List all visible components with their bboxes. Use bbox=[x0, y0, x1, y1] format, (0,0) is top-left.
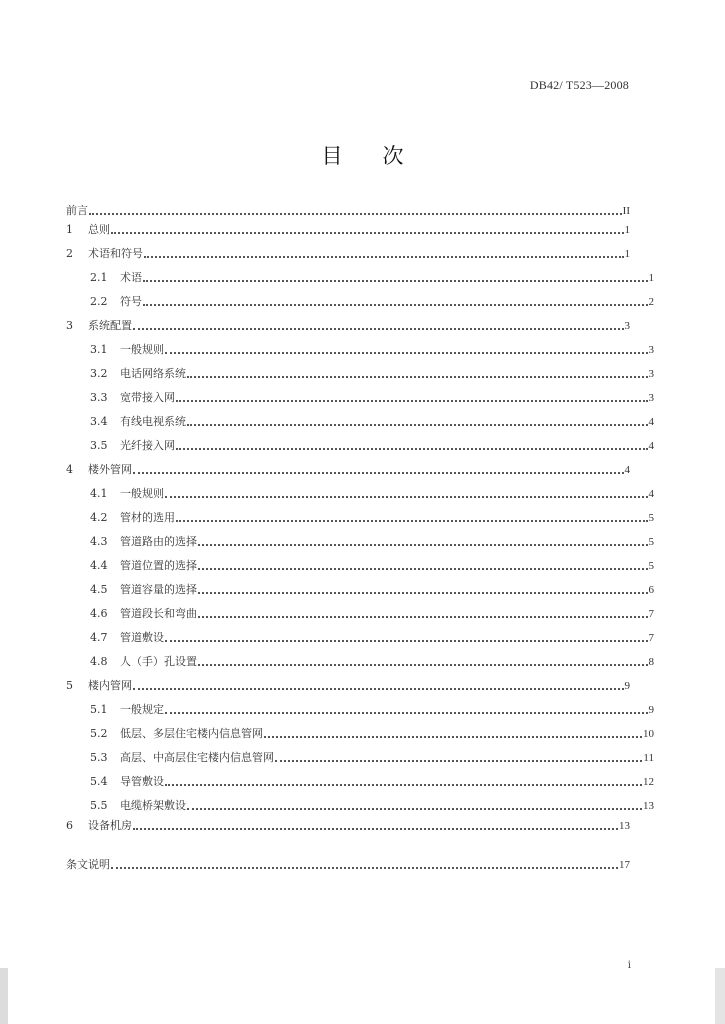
toc-entry-page: 3 bbox=[648, 368, 654, 380]
leader-dots bbox=[143, 303, 648, 306]
toc-entry[interactable] bbox=[66, 582, 654, 598]
toc-entry-page: 9 bbox=[624, 680, 630, 692]
toc-entry-label: 管道敷设 bbox=[120, 631, 164, 644]
leader-dots bbox=[275, 759, 642, 762]
leader-dots bbox=[187, 807, 642, 810]
leader-dots bbox=[176, 519, 648, 522]
toc-entry-number: 2.2 bbox=[90, 295, 108, 308]
toc-entry[interactable] bbox=[66, 654, 654, 670]
toc-entry-label: 楼外管网 bbox=[88, 463, 132, 476]
toc-entry[interactable] bbox=[66, 726, 654, 742]
leader-dots bbox=[165, 639, 648, 642]
toc-entry[interactable] bbox=[66, 702, 654, 718]
toc-entry-label: 低层、多层住宅楼内信息管网 bbox=[120, 727, 263, 740]
leader-dots bbox=[89, 212, 622, 215]
toc-entry-page: 17 bbox=[619, 859, 630, 871]
toc-entry-page: 5 bbox=[648, 560, 654, 572]
toc-entry-page: 13 bbox=[619, 820, 630, 832]
toc-entry-page: II bbox=[622, 205, 630, 217]
toc-entry-number: 3.5 bbox=[90, 439, 108, 452]
leader-dots bbox=[111, 866, 618, 869]
toc-entry-label: 人（手）孔设置 bbox=[120, 655, 197, 668]
toc-entry-number: 6 bbox=[66, 819, 73, 832]
toc-entry-number: 1 bbox=[66, 223, 73, 236]
leader-dots bbox=[198, 591, 648, 594]
toc-entry-number: 3.4 bbox=[90, 415, 108, 428]
toc-entry-number: 4.4 bbox=[90, 559, 108, 572]
standard-code: DB42/ T523—2008 bbox=[529, 78, 629, 92]
toc-entry[interactable] bbox=[66, 414, 654, 430]
scan-edge-right bbox=[715, 968, 725, 1024]
leader-dots bbox=[176, 399, 648, 402]
toc-entry-label: 系统配置 bbox=[88, 319, 132, 332]
leader-dots bbox=[165, 495, 648, 498]
toc-entry-number: 4.1 bbox=[90, 487, 108, 500]
toc-entry[interactable] bbox=[66, 678, 630, 694]
toc-entry-number: 4.8 bbox=[90, 655, 108, 668]
leader-dots bbox=[187, 375, 648, 378]
toc-entry-number: 2 bbox=[66, 247, 73, 260]
leader-dots bbox=[144, 255, 624, 258]
toc-entry-number: 4.6 bbox=[90, 607, 108, 620]
toc-entry-label: 一般规则 bbox=[120, 343, 164, 356]
leader-dots bbox=[143, 279, 648, 282]
toc-entry-number: 5.1 bbox=[90, 703, 108, 716]
toc-entry-page: 7 bbox=[648, 632, 654, 644]
leader-dots bbox=[111, 231, 624, 234]
toc-entry-label: 管道位置的选择 bbox=[120, 559, 197, 572]
toc-entry-label: 管道段长和弯曲 bbox=[120, 607, 197, 620]
leader-dots bbox=[187, 423, 648, 426]
toc-entry-label: 管材的选用 bbox=[120, 511, 175, 524]
toc-entry-label: 电缆桥架敷设 bbox=[120, 799, 186, 812]
toc-entry-clause-notes[interactable] bbox=[66, 857, 630, 873]
toc-entry[interactable] bbox=[66, 222, 630, 238]
toc-entry-number: 4.5 bbox=[90, 583, 108, 596]
leader-dots bbox=[176, 447, 648, 450]
leader-dots bbox=[133, 827, 618, 830]
toc-entry-foreword[interactable] bbox=[66, 203, 630, 219]
toc-entry[interactable] bbox=[66, 270, 654, 286]
toc-entry[interactable] bbox=[66, 818, 630, 834]
leader-dots bbox=[133, 471, 624, 474]
toc-entry-number: 2.1 bbox=[90, 271, 108, 284]
toc-entry[interactable] bbox=[66, 630, 654, 646]
toc-entry[interactable] bbox=[66, 390, 654, 406]
toc-entry[interactable] bbox=[66, 318, 630, 334]
toc-entry-label: 条文说明 bbox=[66, 858, 110, 871]
toc-entry-label: 楼内管网 bbox=[88, 679, 132, 692]
toc-entry[interactable] bbox=[66, 750, 654, 766]
toc-entry-number: 3.2 bbox=[90, 367, 108, 380]
toc-entry-label: 导管敷设 bbox=[120, 775, 164, 788]
toc-entry-page: 11 bbox=[643, 752, 654, 764]
toc-entry-label: 管道容量的选择 bbox=[120, 583, 197, 596]
toc-entry-number: 4 bbox=[66, 463, 73, 476]
toc-entry-page: 3 bbox=[648, 392, 654, 404]
leader-dots bbox=[165, 711, 648, 714]
toc-entry[interactable] bbox=[66, 510, 654, 526]
toc-entry-page: 5 bbox=[648, 536, 654, 548]
toc-entry-label: 前言 bbox=[66, 204, 88, 217]
toc-entry-number: 5 bbox=[66, 679, 73, 692]
toc-entry-page: 6 bbox=[648, 584, 654, 596]
toc-entry-label: 有线电视系统 bbox=[120, 415, 186, 428]
title-char-1: 目 bbox=[321, 144, 343, 168]
toc-entry[interactable] bbox=[66, 342, 654, 358]
toc-entry-page: 9 bbox=[648, 704, 654, 716]
toc-entry[interactable] bbox=[66, 486, 654, 502]
toc-entry[interactable] bbox=[66, 534, 654, 550]
toc-entry-number: 5.4 bbox=[90, 775, 108, 788]
toc-entry-page: 12 bbox=[643, 776, 654, 788]
leader-dots bbox=[264, 735, 642, 738]
toc-entry-label: 符号 bbox=[120, 295, 142, 308]
toc-entry-label: 术语 bbox=[120, 271, 142, 284]
toc-entry-label: 光纤接入网 bbox=[120, 439, 175, 452]
toc-entry-number: 5.2 bbox=[90, 727, 108, 740]
toc-entry-page: 4 bbox=[624, 464, 630, 476]
leader-dots bbox=[165, 783, 642, 786]
toc-entry[interactable] bbox=[66, 798, 654, 814]
leader-dots bbox=[198, 543, 648, 546]
toc-entry-number: 3 bbox=[66, 319, 73, 332]
toc-entry[interactable] bbox=[66, 606, 654, 622]
toc-entry-page: 5 bbox=[648, 512, 654, 524]
toc-entry[interactable] bbox=[66, 366, 654, 382]
toc-entry-page: 1 bbox=[648, 272, 654, 284]
toc-entry-label: 宽带接入网 bbox=[120, 391, 175, 404]
leader-dots bbox=[198, 615, 648, 618]
page-title bbox=[0, 140, 725, 170]
toc-entry-page: 4 bbox=[648, 440, 654, 452]
toc-entry-label: 一般规则 bbox=[120, 487, 164, 500]
toc-entry-number: 4.7 bbox=[90, 631, 108, 644]
toc-entry-page: 10 bbox=[643, 728, 654, 740]
toc-entry-page: 3 bbox=[624, 320, 630, 332]
toc-entry-page: 7 bbox=[648, 608, 654, 620]
title-char-2: 次 bbox=[382, 144, 404, 168]
leader-dots bbox=[133, 687, 624, 690]
toc-entry-page: 1 bbox=[624, 248, 630, 260]
toc-entry-number: 5.5 bbox=[90, 799, 108, 812]
toc-entry-page: 8 bbox=[648, 656, 654, 668]
toc-entry-number: 3.1 bbox=[90, 343, 108, 356]
toc-entry-page: 1 bbox=[624, 224, 630, 236]
scan-edge-left bbox=[0, 968, 8, 1024]
toc-entry-label: 术语和符号 bbox=[88, 247, 143, 260]
leader-dots bbox=[198, 567, 648, 570]
toc-entry-page: 4 bbox=[648, 488, 654, 500]
toc-entry[interactable] bbox=[66, 774, 654, 790]
toc-entry-number: 3.3 bbox=[90, 391, 108, 404]
toc-entry[interactable] bbox=[66, 558, 654, 574]
toc-entry-label: 高层、中高层住宅楼内信息管网 bbox=[120, 751, 274, 764]
leader-dots bbox=[198, 663, 648, 666]
toc-entry-label: 一般规定 bbox=[120, 703, 164, 716]
toc-entry-page: 4 bbox=[648, 416, 654, 428]
toc-entry-page: 3 bbox=[648, 344, 654, 356]
leader-dots bbox=[165, 351, 648, 354]
toc-entry-label: 管道路由的选择 bbox=[120, 535, 197, 548]
toc-entry[interactable] bbox=[66, 246, 630, 262]
toc-entry[interactable] bbox=[66, 438, 654, 454]
toc-entry-label: 总则 bbox=[88, 223, 110, 236]
toc-entry-number: 4.3 bbox=[90, 535, 108, 548]
toc-entry[interactable] bbox=[66, 462, 630, 478]
toc-entry-label: 电话网络系统 bbox=[120, 367, 186, 380]
page-number: i bbox=[627, 960, 631, 971]
toc-entry-number: 4.2 bbox=[90, 511, 108, 524]
toc-entry-number: 5.3 bbox=[90, 751, 108, 764]
toc-entry[interactable] bbox=[66, 294, 654, 310]
toc-entry-page: 13 bbox=[643, 800, 654, 812]
toc-entry-page: 2 bbox=[648, 296, 654, 308]
leader-dots bbox=[133, 327, 624, 330]
toc-entry-label: 设备机房 bbox=[88, 819, 132, 832]
